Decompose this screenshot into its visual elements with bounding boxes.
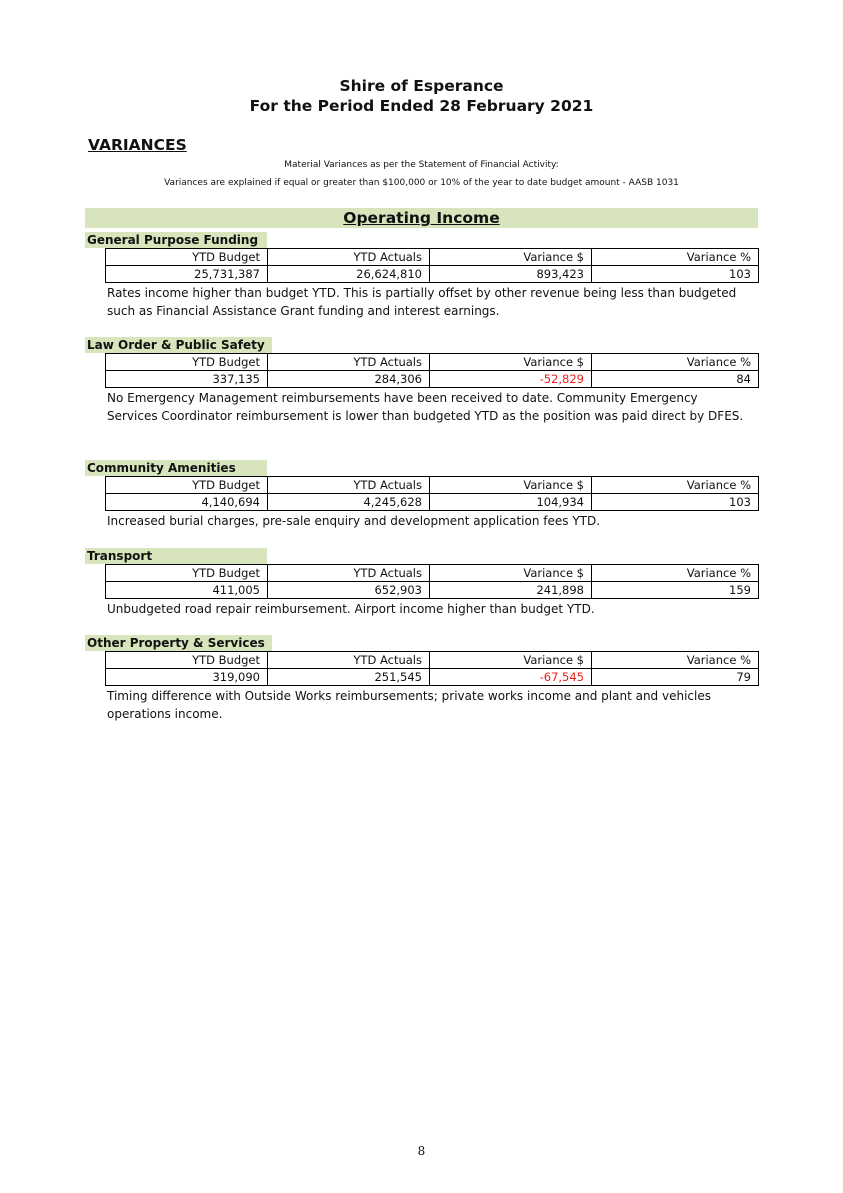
variance-percent-value: 79: [592, 669, 759, 686]
section-title: Other Property & Services: [85, 635, 272, 651]
variance-percent-value: 103: [592, 266, 759, 283]
variance-table: [105, 248, 759, 283]
variance-table: [105, 651, 759, 686]
col-variance-amount: Variance $: [430, 565, 592, 582]
col-variance-amount: Variance $: [430, 652, 592, 669]
col-ytd-budget: YTD Budget: [106, 565, 268, 582]
variance-amount-value: 241,898: [430, 582, 592, 599]
variance-percent-value: 159: [592, 582, 759, 599]
variances-note-1: Material Variances as per the Statement of Financial Activity:: [284, 160, 559, 170]
col-ytd-budget: YTD Budget: [106, 354, 268, 371]
table-header-row: [106, 565, 759, 582]
ytd-budget-value: 319,090: [106, 669, 268, 686]
col-ytd-actuals: YTD Actuals: [268, 652, 430, 669]
section-law-order-public-safety: [85, 334, 758, 425]
table-header-row: [106, 652, 759, 669]
ytd-budget-value: 25,731,387: [106, 266, 268, 283]
table-row: [106, 582, 759, 599]
section-title: Community Amenities: [85, 460, 267, 476]
page-number: 8: [417, 1144, 426, 1158]
variance-table: [105, 476, 759, 511]
section-title: Law Order & Public Safety: [85, 337, 272, 353]
variance-percent-value: 103: [592, 494, 759, 511]
col-ytd-budget: YTD Budget: [106, 652, 268, 669]
variance-amount-value: -52,829: [430, 371, 592, 388]
table-row: [106, 266, 759, 283]
operating-income-band: Operating Income: [85, 208, 758, 228]
ytd-actuals-value: 4,245,628: [268, 494, 430, 511]
ytd-actuals-value: 251,545: [268, 669, 430, 686]
variance-explanation: No Emergency Management reimbursements have been received to date. Community Emergency Services Coordinator reimbursement is lower than budgeted YTD as the position was paid direct by DFES.: [107, 391, 744, 423]
table-header-row: [106, 249, 759, 266]
variance-percent-value: 84: [592, 371, 759, 388]
variance-explanation: Increased burial charges, pre-sale enquiry and development application fees YTD.: [107, 514, 601, 528]
document-title: Shire of Esperance: [339, 77, 504, 95]
table-row: [106, 371, 759, 388]
ytd-budget-value: 4,140,694: [106, 494, 268, 511]
document-period: For the Period Ended 28 February 2021: [249, 97, 594, 115]
col-variance-percent: Variance %: [592, 249, 759, 266]
col-ytd-budget: YTD Budget: [106, 249, 268, 266]
variance-table: [105, 353, 759, 388]
ytd-actuals-value: 284,306: [268, 371, 430, 388]
ytd-actuals-value: 652,903: [268, 582, 430, 599]
section-general-purpose-funding: [85, 229, 758, 320]
col-ytd-budget: YTD Budget: [106, 477, 268, 494]
col-variance-percent: Variance %: [592, 354, 759, 371]
col-variance-amount: Variance $: [430, 249, 592, 266]
table-header-row: [106, 354, 759, 371]
variance-amount-value: -67,545: [430, 669, 592, 686]
col-variance-percent: Variance %: [592, 652, 759, 669]
variance-amount-value: 893,423: [430, 266, 592, 283]
table-header-row: [106, 477, 759, 494]
ytd-budget-value: 411,005: [106, 582, 268, 599]
ytd-budget-value: 337,135: [106, 371, 268, 388]
col-ytd-actuals: YTD Actuals: [268, 249, 430, 266]
variances-heading: VARIANCES: [88, 136, 187, 154]
variance-amount-value: 104,934: [430, 494, 592, 511]
variance-table: [105, 564, 759, 599]
section-title: Transport: [85, 548, 267, 564]
col-variance-amount: Variance $: [430, 477, 592, 494]
section-other-property-services: [85, 632, 758, 723]
section-title: General Purpose Funding: [85, 232, 267, 248]
section-community-amenities: [85, 457, 758, 530]
col-ytd-actuals: YTD Actuals: [268, 354, 430, 371]
variance-explanation: Rates income higher than budget YTD. This is partially offset by other revenue being less than budgeted such as Financial Assistance Grant funding and interest earnings.: [107, 286, 737, 318]
variances-note-2: Variances are explained if equal or greater than $100,000 or 10% of the year to date budget amount - AASB 1031: [164, 178, 679, 188]
col-ytd-actuals: YTD Actuals: [268, 565, 430, 582]
table-row: [106, 669, 759, 686]
col-ytd-actuals: YTD Actuals: [268, 477, 430, 494]
col-variance-percent: Variance %: [592, 565, 759, 582]
section-transport: [85, 545, 758, 618]
variance-explanation: Timing difference with Outside Works reimbursements; private works income and plant and vehicles operations income.: [107, 689, 711, 721]
col-variance-percent: Variance %: [592, 477, 759, 494]
variance-explanation: Unbudgeted road repair reimbursement. Airport income higher than budget YTD.: [107, 602, 595, 616]
ytd-actuals-value: 26,624,810: [268, 266, 430, 283]
col-variance-amount: Variance $: [430, 354, 592, 371]
table-row: [106, 494, 759, 511]
